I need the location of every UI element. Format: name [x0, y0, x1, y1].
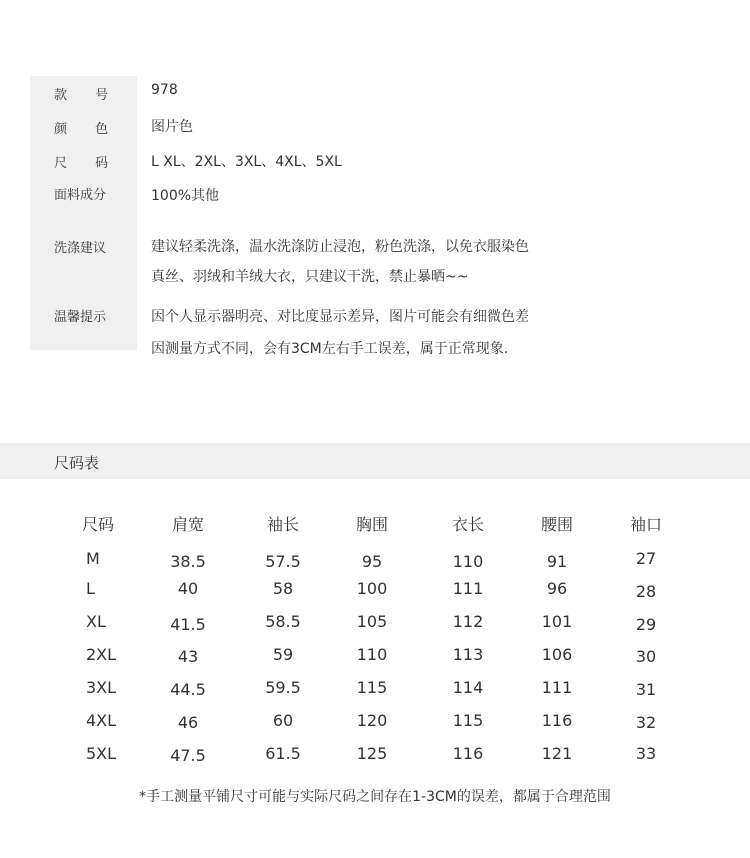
size-table-cell: 106	[541, 645, 573, 664]
size-table-header: 衣长	[451, 515, 485, 534]
size-table-header: 腰围	[540, 515, 574, 534]
size-table-cell: 60	[272, 711, 294, 730]
fabric-label: 面料成分	[54, 188, 107, 203]
size-table-cell: 116	[541, 711, 573, 730]
size-table-cell: 41.5	[170, 615, 206, 634]
washing-line-1: 建议轻柔洗涤，温水洗涤防止浸泡，粉色洗涤，以免衣服染色	[151, 239, 529, 255]
size-table-header: 袖口	[629, 515, 663, 534]
size-value: L XL、2XL、3XL、4XL、5XL	[151, 154, 342, 170]
size-table-cell: 110	[452, 552, 484, 571]
size-table-cell: 46	[177, 713, 199, 732]
size-table-cell: 121	[541, 744, 573, 763]
size-table-cell: 116	[452, 744, 484, 763]
size-table-cell: 27	[635, 549, 657, 568]
tips-label: 温馨提示	[54, 310, 107, 325]
size-table-cell: 57.5	[265, 552, 301, 571]
size-table-cell: 110	[356, 645, 388, 664]
size-table-cell: 114	[452, 678, 484, 697]
size-table-cell: 30	[635, 647, 657, 666]
size-table-cell: 59	[272, 645, 294, 664]
size-table-cell: 43	[177, 647, 199, 666]
size-table-cell: 44.5	[170, 680, 206, 699]
size-table-size-cell: XL	[86, 612, 106, 631]
size-table-cell: 31	[635, 680, 657, 699]
size-table-size-cell: 4XL	[86, 711, 117, 730]
size-table-cell: 101	[541, 612, 573, 631]
color-value: 图片色	[151, 119, 193, 135]
size-table-cell: 120	[356, 711, 388, 730]
size-table-cell: 95	[361, 552, 383, 571]
size-table-header: 肩宽	[171, 515, 205, 534]
size-table-cell: 29	[635, 615, 657, 634]
size-table-cell: 115	[452, 711, 484, 730]
size-table-cell: 47.5	[170, 746, 206, 765]
washing-line-2: 真丝、羽绒和羊绒大衣，只建议干洗，禁止暴晒~~	[151, 269, 469, 285]
size-table-size-cell: 3XL	[86, 678, 117, 697]
size-table-cell: 61.5	[265, 744, 301, 763]
fabric-value: 100%其他	[151, 188, 220, 204]
size-table-cell: 125	[356, 744, 388, 763]
measurement-note: *手工测量平铺尺寸可能与实际尺码之间存在1-3CM的误差，都属于合理范围	[139, 789, 611, 805]
size-label: 尺 码	[54, 156, 121, 171]
tips-line-2: 因测量方式不同，会有3CM左右手工误差，属于正常现象.	[151, 341, 509, 357]
size-table-cell: 112	[452, 612, 484, 631]
size-table-cell: 96	[546, 579, 568, 598]
washing-label: 洗涤建议	[54, 241, 107, 256]
size-table-cell: 32	[635, 713, 657, 732]
size-table-cell: 40	[177, 579, 199, 598]
style-number-value: 978	[151, 82, 178, 98]
tips-line-1: 因个人显示器明亮、对比度显示差异，图片可能会有细微色差	[151, 309, 529, 325]
size-table-cell: 113	[452, 645, 484, 664]
size-table-size-cell: M	[86, 549, 100, 568]
size-table-header: 袖长	[266, 515, 300, 534]
size-table-size-cell: 2XL	[86, 645, 117, 664]
size-chart-header-bar	[0, 443, 750, 479]
size-table-header: 尺码	[81, 515, 115, 534]
size-table-cell: 28	[635, 582, 657, 601]
size-table-cell: 111	[452, 579, 484, 598]
size-table-cell: 59.5	[265, 678, 301, 697]
size-table-cell: 115	[356, 678, 388, 697]
size-table-cell: 33	[635, 744, 657, 763]
size-table-cell: 38.5	[170, 552, 206, 571]
size-table-cell: 105	[356, 612, 388, 631]
size-table-cell: 58	[272, 579, 294, 598]
size-table-cell: 111	[541, 678, 573, 697]
size-table-header: 胸围	[355, 515, 389, 534]
size-table-cell: 100	[356, 579, 388, 598]
size-table-cell: 58.5	[265, 612, 301, 631]
style-number-label: 款 号	[54, 88, 121, 103]
size-table-size-cell: 5XL	[86, 744, 117, 763]
size-table-size-cell: L	[86, 579, 95, 598]
size-chart-title: 尺码表	[54, 454, 100, 472]
size-table-cell: 91	[546, 552, 568, 571]
color-label: 颜 色	[54, 122, 121, 137]
